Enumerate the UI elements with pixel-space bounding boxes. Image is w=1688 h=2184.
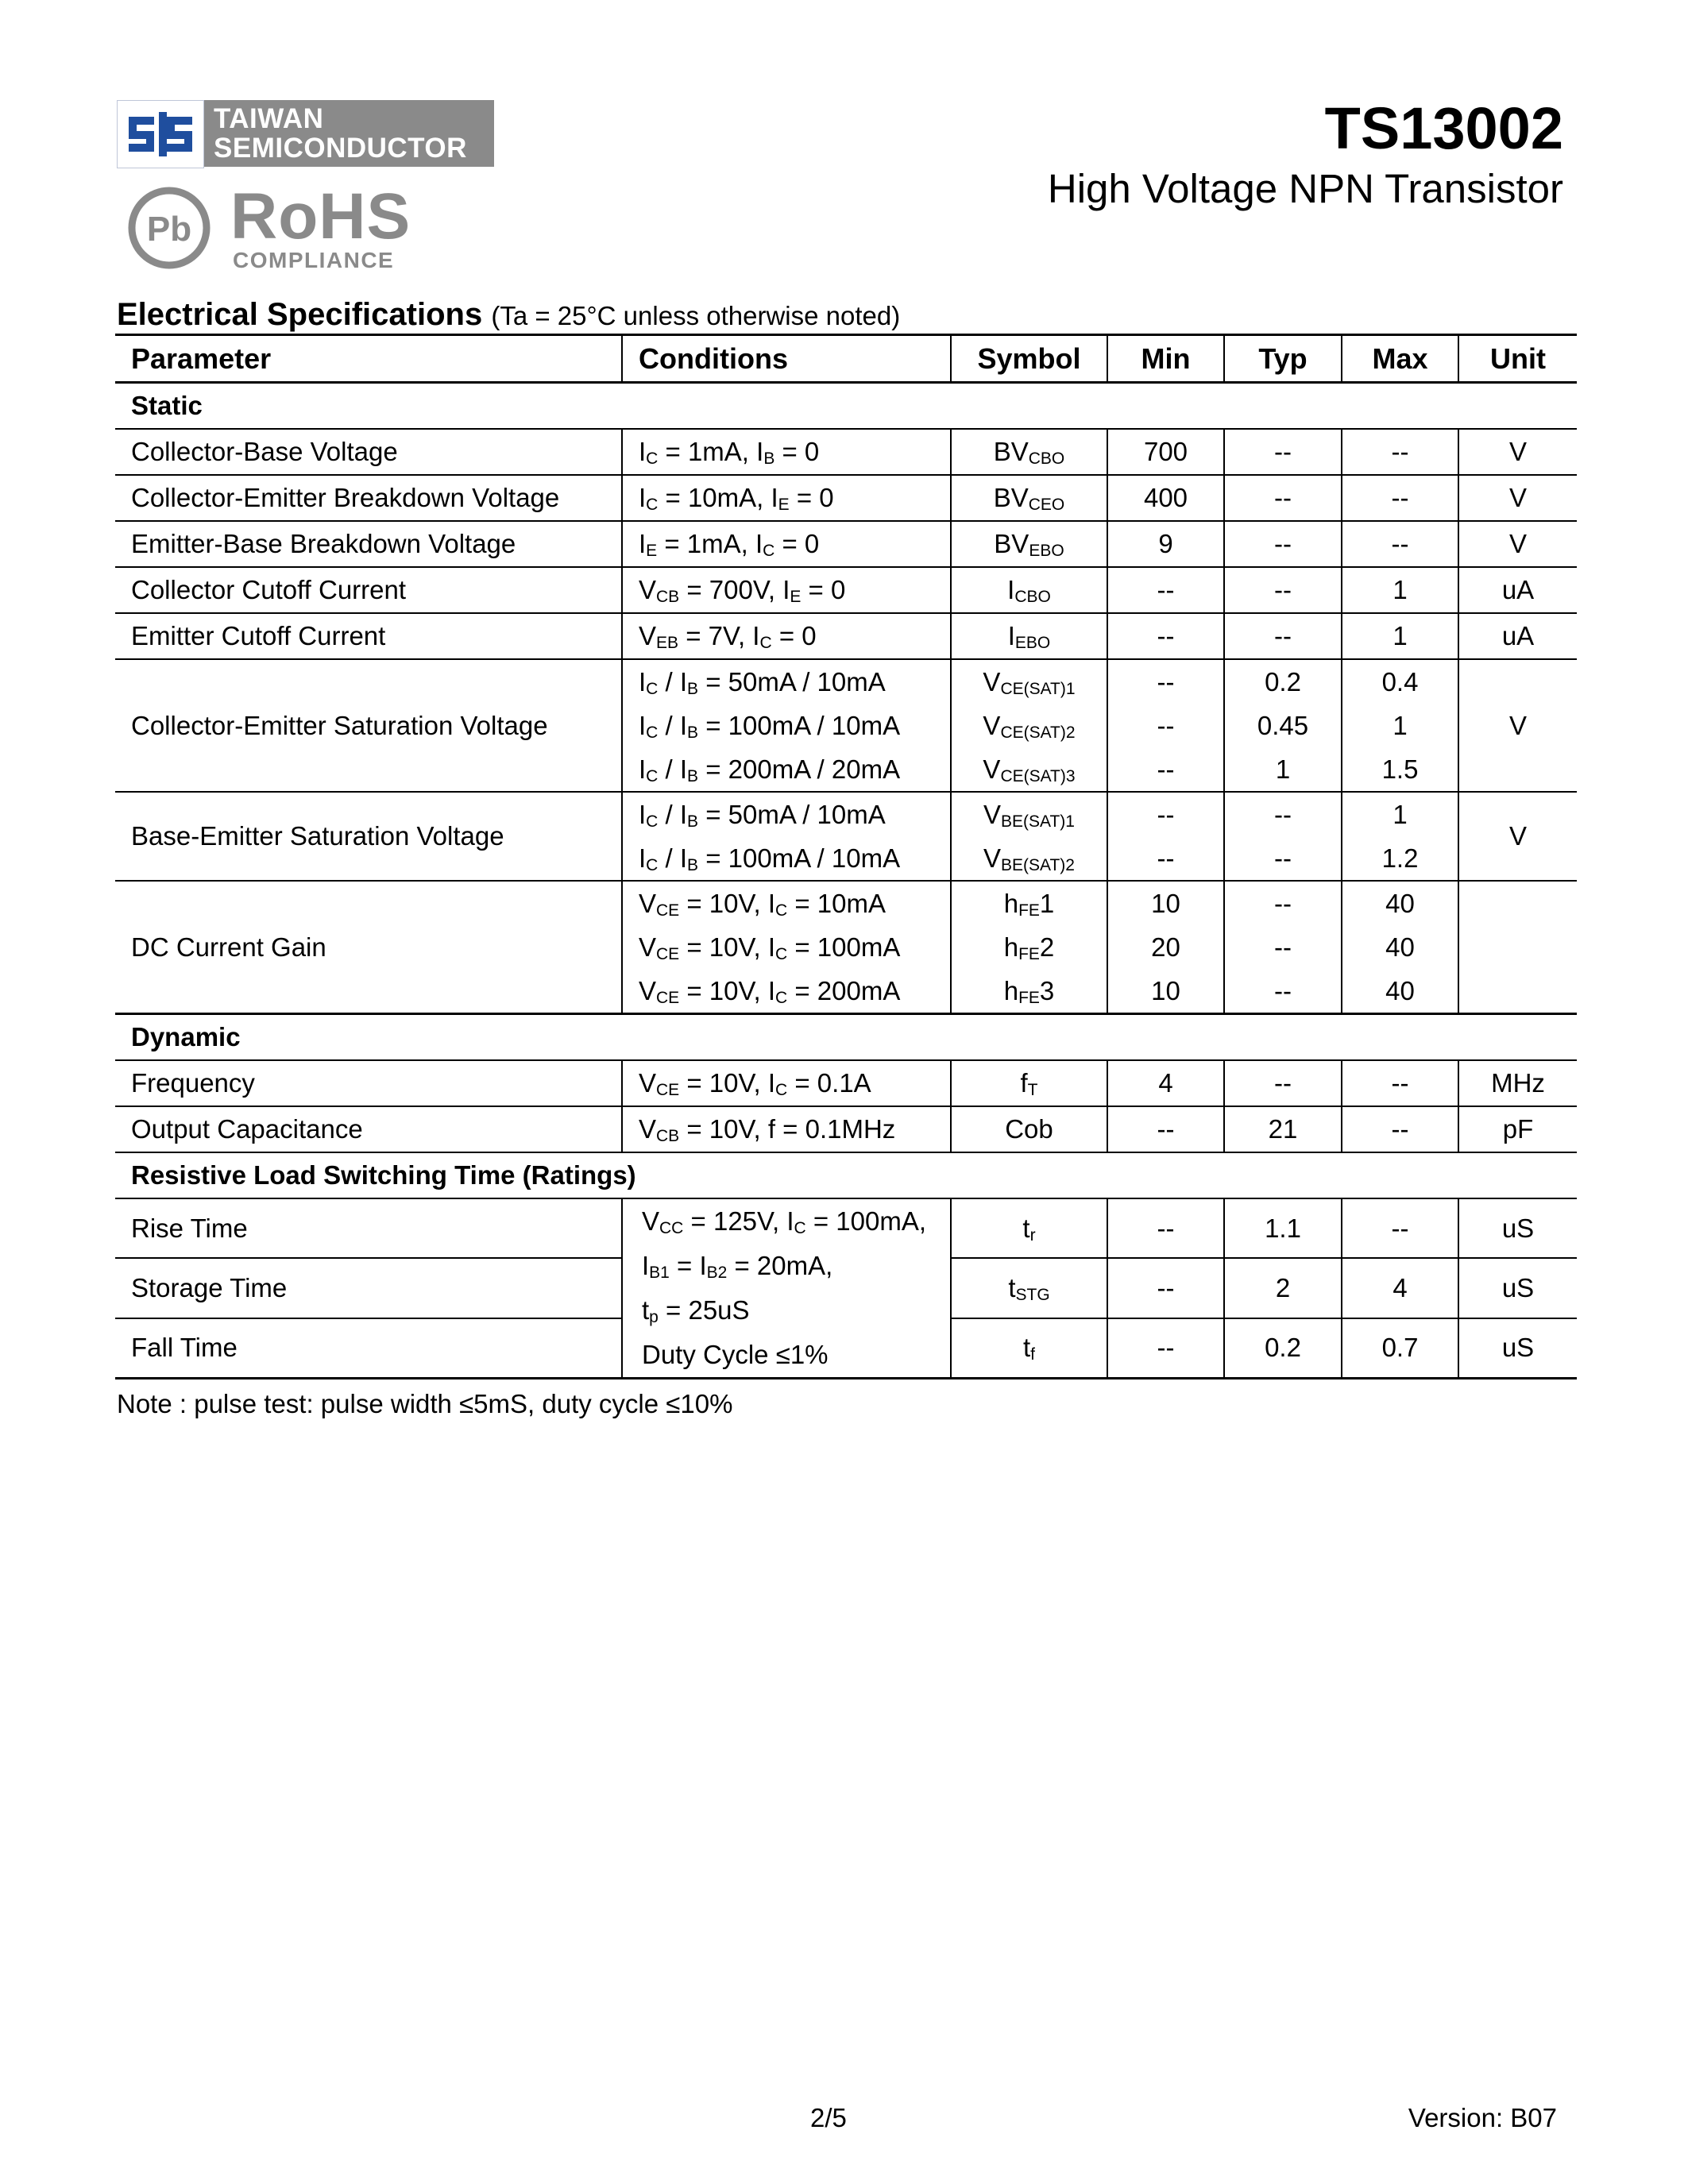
symbol-cell: $h_{FE}1$ $h_{FE}2$ $h_{FE}3$ xyxy=(951,881,1107,1014)
company-name-line2: SEMICONDUCTOR xyxy=(214,133,467,164)
param-cell: DC Current Gain xyxy=(115,881,622,1014)
group-label-switching: Resistive Load Switching Time (Ratings) xyxy=(115,1152,1577,1198)
symbol-cell: $BV_{CEO}$ xyxy=(951,475,1107,521)
symbol-cell: Cob xyxy=(951,1106,1107,1152)
max-cell: 1 1.2 xyxy=(1342,792,1458,881)
typ-cell: -- -- -- xyxy=(1224,881,1342,1014)
max-cell: 1 xyxy=(1342,567,1458,613)
min-cell: 9 xyxy=(1107,521,1224,567)
section-title xyxy=(117,295,900,335)
unit-cell: V xyxy=(1458,792,1577,881)
min-cell: -- xyxy=(1107,1258,1224,1318)
min-cell: -- xyxy=(1107,567,1224,613)
pb-badge-text: Pb xyxy=(146,210,192,249)
typ-cell: -- xyxy=(1224,613,1342,659)
typ-cell: -- xyxy=(1224,567,1342,613)
table-row xyxy=(115,429,1577,475)
min-cell: -- xyxy=(1107,1106,1224,1152)
param-cell: Emitter-Base Breakdown Voltage xyxy=(115,521,622,567)
max-cell: 40 40 40 xyxy=(1342,881,1458,1014)
symbol-cell: $V_{BE(SAT)1}$ $V_{BE(SAT)2}$ xyxy=(951,792,1107,881)
condition-cell: $V_{CB} = 700V$, $I_E = 0$ xyxy=(622,567,951,613)
pb-free-icon xyxy=(127,186,211,270)
min-cell: 4 xyxy=(1107,1060,1224,1106)
table-row xyxy=(115,567,1577,613)
condition-cell: $V_{EB} = 7V$, $I_C = 0$ xyxy=(622,613,951,659)
section-title-text: Electrical Specifications xyxy=(117,297,483,332)
min-cell: 10 20 10 xyxy=(1107,881,1224,1014)
company-name-line1: TAIWAN xyxy=(214,103,324,134)
unit-cell: uA xyxy=(1458,613,1577,659)
param-cell: Frequency xyxy=(115,1060,622,1106)
group-label-dynamic: Dynamic xyxy=(115,1014,1577,1061)
col-header-parameter: Parameter xyxy=(115,335,622,383)
param-cell: Collector-Emitter Saturation Voltage xyxy=(115,659,622,792)
param-cell: Output Capacitance xyxy=(115,1106,622,1152)
table-row xyxy=(115,1198,1577,1258)
rohs-text: RoHS xyxy=(230,180,411,253)
param-cell: Base-Emitter Saturation Voltage xyxy=(115,792,622,881)
condition-cell: $V_{CB} = 10V$, f = 0.1MHz xyxy=(622,1106,951,1152)
unit-cell: uS xyxy=(1458,1318,1577,1379)
min-cell: -- xyxy=(1107,1198,1224,1258)
param-cell: Collector-Base Voltage xyxy=(115,429,622,475)
param-cell: Collector-Emitter Breakdown Voltage xyxy=(115,475,622,521)
min-cell: -- -- -- xyxy=(1107,659,1224,792)
footnote: Note : pulse test: pulse width ≤5mS, duty cycle ≤10% xyxy=(117,1389,733,1418)
col-header-min: Min xyxy=(1107,335,1224,383)
table-row xyxy=(115,792,1577,881)
unit-cell: uS xyxy=(1458,1258,1577,1318)
param-cell: Storage Time xyxy=(115,1258,622,1318)
typ-cell: -- xyxy=(1224,475,1342,521)
unit-cell: uS xyxy=(1458,1198,1577,1258)
max-cell: -- xyxy=(1342,475,1458,521)
unit-cell xyxy=(1458,881,1577,1014)
rohs-logo xyxy=(127,180,411,272)
max-cell: -- xyxy=(1342,521,1458,567)
typ-cell: 0.2 0.45 1 xyxy=(1224,659,1342,792)
typ-cell: 2 xyxy=(1224,1258,1342,1318)
unit-cell: MHz xyxy=(1458,1060,1577,1106)
company-name xyxy=(204,100,494,167)
group-row-switching xyxy=(115,1152,1577,1198)
ts-logo-icon xyxy=(117,100,204,168)
section-condition: (Ta = 25°C unless otherwise noted) xyxy=(491,301,901,330)
condition-cell: $I_C = 1mA$, $I_B = 0$ xyxy=(622,429,951,475)
table-row xyxy=(115,1106,1577,1152)
group-label-static: Static xyxy=(115,383,1577,430)
unit-cell: uA xyxy=(1458,567,1577,613)
param-cell: Rise Time xyxy=(115,1198,622,1258)
condition-cell: $I_E = 1mA$, $I_C = 0$ xyxy=(622,521,951,567)
typ-cell: -- xyxy=(1224,1060,1342,1106)
min-cell: 700 xyxy=(1107,429,1224,475)
col-header-symbol: Symbol xyxy=(951,335,1107,383)
typ-cell: -- -- xyxy=(1224,792,1342,881)
unit-cell: V xyxy=(1458,429,1577,475)
col-header-max: Max xyxy=(1342,335,1458,383)
table-row xyxy=(115,659,1577,792)
condition-cell: $V_{CE} = 10V$, $I_C = 10mA$ $V_{CE} = 10V$, $I_C = 100mA$ $V_{CE} = 10V$, $I_C = 200mA$ xyxy=(622,881,951,1014)
table-row xyxy=(115,475,1577,521)
typ-cell: 1.1 xyxy=(1224,1198,1342,1258)
symbol-cell: $f_T$ xyxy=(951,1060,1107,1106)
max-cell: 4 xyxy=(1342,1258,1458,1318)
min-cell: -- xyxy=(1107,613,1224,659)
min-cell: -- -- xyxy=(1107,792,1224,881)
group-row-dynamic xyxy=(115,1014,1577,1061)
rohs-compliance-text: COMPLIANCE xyxy=(233,248,395,272)
electrical-spec-table xyxy=(115,334,1577,1379)
symbol-cell: $t_{STG}$ xyxy=(951,1258,1107,1318)
table-header-row xyxy=(115,335,1577,383)
col-header-conditions: Conditions xyxy=(622,335,951,383)
table-row xyxy=(115,613,1577,659)
symbol-cell: $t_r$ xyxy=(951,1198,1107,1258)
company-logo xyxy=(117,100,494,167)
min-cell: -- xyxy=(1107,1318,1224,1379)
unit-cell: pF xyxy=(1458,1106,1577,1152)
typ-cell: -- xyxy=(1224,429,1342,475)
typ-cell: 0.2 xyxy=(1224,1318,1342,1379)
unit-cell: V xyxy=(1458,659,1577,792)
part-number: TS13002 xyxy=(1324,95,1563,161)
max-cell: -- xyxy=(1342,429,1458,475)
table-row xyxy=(115,521,1577,567)
part-description: High Voltage NPN Transistor xyxy=(1047,166,1563,211)
table-row xyxy=(115,881,1577,1014)
switching-conditions-cell: $V_{CC} = 125V$, $I_C = 100mA$, $I_{B1} = I_{B2} = 20mA$, $t_p = 25uS$ Duty Cycle ≤1% xyxy=(622,1198,951,1379)
max-cell: -- xyxy=(1342,1060,1458,1106)
col-header-typ: Typ xyxy=(1224,335,1342,383)
max-cell: -- xyxy=(1342,1106,1458,1152)
symbol-cell: $V_{CE(SAT)1}$ $V_{CE(SAT)2}$ $V_{CE(SAT)3}$ xyxy=(951,659,1107,792)
group-row-static xyxy=(115,383,1577,430)
unit-cell: V xyxy=(1458,521,1577,567)
condition-cell: $I_C = 10mA$, $I_E = 0$ xyxy=(622,475,951,521)
symbol-cell: $t_f$ xyxy=(951,1318,1107,1379)
min-cell: 400 xyxy=(1107,475,1224,521)
max-cell: -- xyxy=(1342,1198,1458,1258)
condition-cell: $I_C / I_B = 50mA / 10mA$ $I_C / I_B = 100mA / 10mA$ $I_C / I_B = 200mA / 20mA$ xyxy=(622,659,951,792)
max-cell: 0.7 xyxy=(1342,1318,1458,1379)
symbol-cell: $I_{CBO}$ xyxy=(951,567,1107,613)
typ-cell: -- xyxy=(1224,521,1342,567)
symbol-cell: $BV_{EBO}$ xyxy=(951,521,1107,567)
max-cell: 0.4 1 1.5 xyxy=(1342,659,1458,792)
condition-cell: $V_{CE} = 10V$, $I_C = 0.1A$ xyxy=(622,1060,951,1106)
condition-cell: $I_C / I_B = 50mA / 10mA$ $I_C / I_B = 100mA / 10mA$ xyxy=(622,792,951,881)
symbol-cell: $I_{EBO}$ xyxy=(951,613,1107,659)
unit-cell: V xyxy=(1458,475,1577,521)
col-header-unit: Unit xyxy=(1458,335,1577,383)
typ-cell: 21 xyxy=(1224,1106,1342,1152)
table-row xyxy=(115,1060,1577,1106)
document-version: Version: B07 xyxy=(1408,2103,1557,2132)
max-cell: 1 xyxy=(1342,613,1458,659)
symbol-cell: $BV_{CBO}$ xyxy=(951,429,1107,475)
param-cell: Emitter Cutoff Current xyxy=(115,613,622,659)
param-cell: Collector Cutoff Current xyxy=(115,567,622,613)
param-cell: Fall Time xyxy=(115,1318,622,1379)
page-number: 2/5 xyxy=(810,2103,847,2132)
